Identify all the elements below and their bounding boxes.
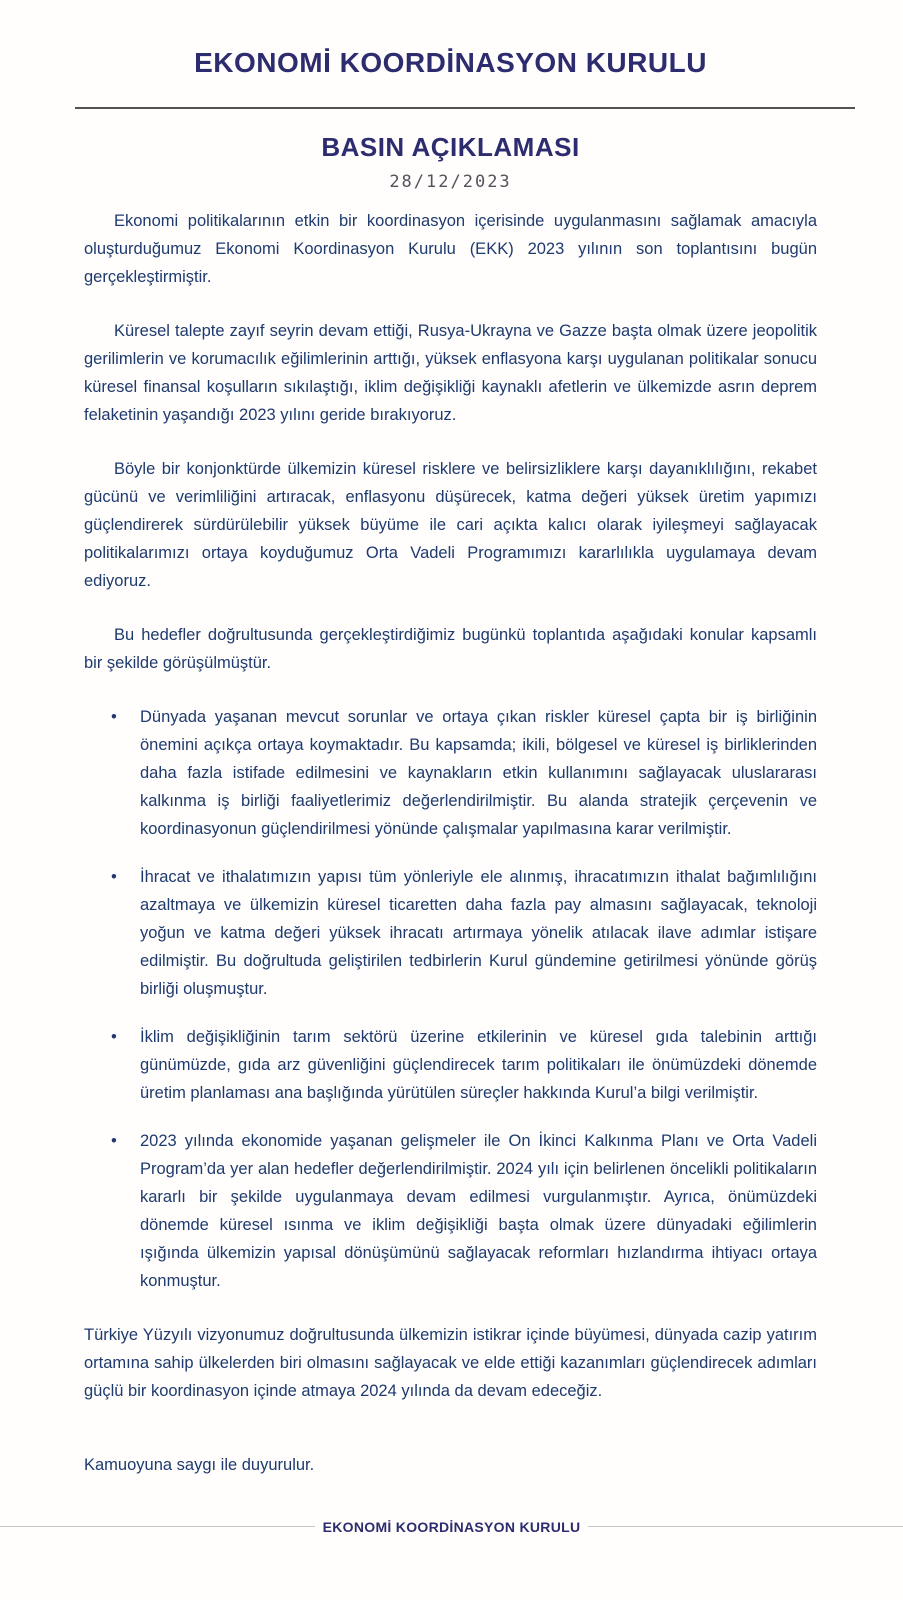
document-body [84,207,817,1479]
paragraph-global-context: Küresel talepte zayıf seyrin devam ettiği, Rusya-Ukrayna ve Gazze başta olmak üzere jeopolitik gerilimlerin ve korumacılık eğilimlerinin arttığı, yüksek enflasyona karşı uygulanan politikalar sonucu küresel finansal koşulların sıkılaştığı, iklim değişikliği kaynaklı afetlerin ve ülkemizde asrın deprem felaketinin yaşandığı 2023 yılını geride bırakıyoruz. [84,322,817,424]
paragraph-program: Böyle bir konjonktürde ülkemizin küresel risklere ve belirsizliklere karşı dayanıklılığını, rekabet gücünü ve verimliliğini artıracak, enflasyonu düşürecek, katma değeri yüksek üretim yapımızı güçlendirerek sürdürülebilir yüksek büyüme ile cari açıkta kalıcı olarak iyileşmeyi sağlayacak politikalarımızı ortaya koyduğumuz Orta Vadeli Programımızı kararlılıkla uygulamaya devam ediyoruz. [84,460,817,590]
list-item: • İhracat ve ithalatımızın yapısı tüm yönleriyle ele alınmış, ihracatımızın ithalat bağımlılığını azaltmaya ve ülkemizin küresel ticaretten daha fazla pay almasını sağlayacak, teknoloji yoğun ve katma değeri yüksek ihracatı artırmaya yönelik atılacak ilave adımlar istişare edilmiştir. Bu doğrultuda geliştirilen tedbirlerin Kurul gündemine getirilmesi yönünde görüş birliği oluşmuştur. [84,863,817,1003]
footer-title: EKONOMİ KOORDİNASYON KURULU [315,1513,589,1541]
header-divider [75,107,855,109]
paragraph-meeting-topics: Bu hedefler doğrultusunda gerçekleştirdiğimiz bugünkü toplantıda aşağıdaki konular kapsamlı bir şekilde görüşülmüştür. [84,626,817,672]
paragraph-intro: Ekonomi politikalarının etkin bir koordinasyon içerisinde uygulanmasını sağlamak amacıyla oluşturduğumuz Ekonomi Koordinasyon Kurulu (EKK) 2023 yılının son toplantısını bugün gerçekleştirmiştir. [84,212,817,286]
topics-list [84,703,817,1295]
list-item: • İklim değişikliğinin tarım sektörü üzerine etkilerinin ve küresel gıda talebinin arttığı günümüzde, gıda arz güvenliğini güçlendirecek tarım politikaları ile önümüzdeki dönemde üretim planlaması ana başlığında yürütülen süreçler hakkında Kurul’a bilgi verilmiştir. [84,1023,817,1107]
page-title: EKONOMİ KOORDİNASYON KURULU [194,47,707,78]
document-title: BASIN AÇIKLAMASI [321,132,580,162]
list-item: • Dünyada yaşanan mevcut sorunlar ve ortaya çıkan riskler küresel çapta bir iş birliğinin önemini açıkça ortaya koymaktadır. Bu kapsamda; ikili, bölgesel ve küresel iş birliklerinden daha fazla istifade edilmesini ve kaynakların etkin kullanımını sağlayacak uluslararası kalkınma iş birliği faaliyetlerimiz değerlendirilmiştir. Bu alanda stratejik çerçevenin ve koordinasyonun güçlendirilmesi yönünde çalışmalar yapılmasına karar verilmiştir. [84,703,817,843]
document-date: 28/12/2023 [389,172,512,192]
paragraph-signoff: Kamuoyuna saygı ile duyurulur. [84,1456,315,1474]
list-item: • 2023 yılında ekonomide yaşanan gelişmeler ile On İkinci Kalkınma Planı ve Orta Vadeli Program’da yer alan hedefler değerlendirilmiştir. 2024 yılı için belirlenen öncelikli politikaların kararlı bir şekilde uygulanmaya devam edilmesi vurgulanmıştır. Ayrıca, önümüzdeki dönemde küresel ısınma ve iklim değişikliği başta olmak üzere dünyadaki eğilimlerin ışığında ülkemizin yapısal dönüşümünü sağlayacak reformları hızlandırma ihtiyacı ortaya konmuştur. [84,1127,817,1295]
page-footer [0,1513,903,1541]
paragraph-closing: Türkiye Yüzyılı vizyonumuz doğrultusunda ülkemizin istikrar içinde büyümesi, dünyada cazip yatırım ortamına sahip ülkelerden biri olmasını sağlayacak ve elde ettiği kazanımları güçlendirecek adımları güçlü bir koordinasyon içinde atmaya 2024 yılında da devam edeceğiz. [84,1326,817,1400]
